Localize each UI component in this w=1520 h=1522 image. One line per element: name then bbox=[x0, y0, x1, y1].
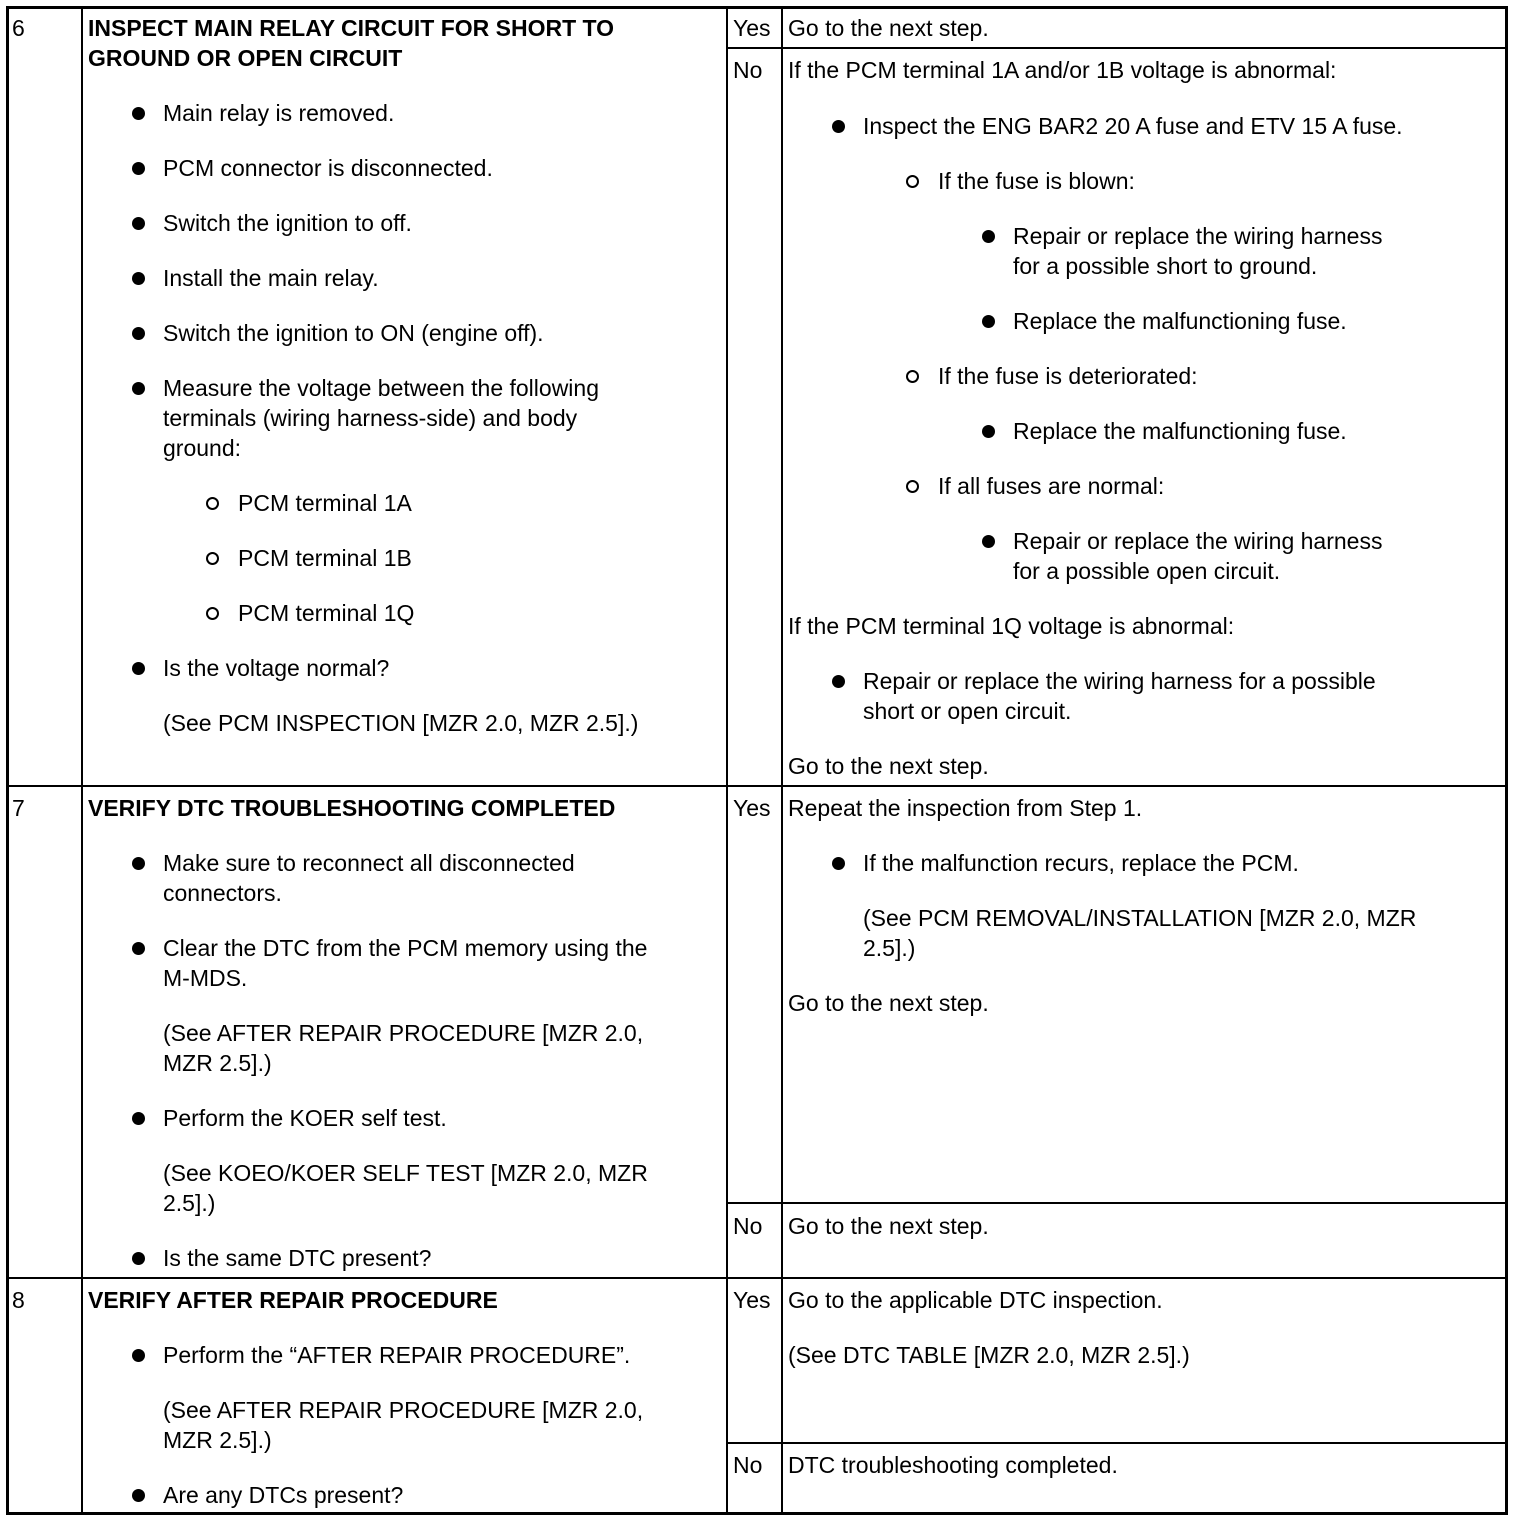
no-text: for a possible short to ground. bbox=[1013, 253, 1318, 279]
column-divider bbox=[726, 6, 728, 1515]
reference-text: MZR 2.5].) bbox=[163, 1050, 272, 1076]
bullet-icon bbox=[982, 425, 995, 438]
step-title: VERIFY DTC TROUBLESHOOTING COMPLETED bbox=[88, 795, 616, 821]
no-text: Replace the malfunctioning fuse. bbox=[1013, 308, 1347, 334]
action-item: ground: bbox=[163, 435, 242, 461]
action-item: Perform the “AFTER REPAIR PROCEDURE”. bbox=[163, 1342, 631, 1368]
action-item: Main relay is removed. bbox=[163, 100, 395, 126]
table-border-bottom bbox=[6, 1512, 1508, 1515]
reference-text: 2.5].) bbox=[163, 1190, 216, 1216]
no-text: for a possible open circuit. bbox=[1013, 558, 1281, 584]
table-border-left bbox=[6, 6, 9, 1515]
yes-no-divider bbox=[726, 1442, 1508, 1444]
bullet-icon bbox=[132, 1489, 145, 1502]
bullet-icon bbox=[982, 535, 995, 548]
table-border-right bbox=[1505, 6, 1508, 1515]
yes-text: Go to the next step. bbox=[788, 15, 989, 41]
yes-no-divider bbox=[726, 47, 1508, 49]
sub-bullet-icon bbox=[206, 607, 219, 620]
bullet-icon bbox=[132, 1252, 145, 1265]
action-item: Switch the ignition to ON (engine off). bbox=[163, 320, 544, 346]
bullet-icon bbox=[982, 230, 995, 243]
action-item: Clear the DTC from the PCM memory using the bbox=[163, 935, 648, 961]
bullet-icon bbox=[132, 217, 145, 230]
bullet-icon bbox=[832, 120, 845, 133]
no-label: No bbox=[733, 1213, 763, 1239]
table-border-top bbox=[6, 6, 1508, 9]
yes-no-divider bbox=[726, 1202, 1508, 1204]
no-text: Repair or replace the wiring harness for a possible bbox=[863, 668, 1376, 694]
action-item: terminals (wiring harness-side) and body bbox=[163, 405, 578, 431]
step-title: VERIFY AFTER REPAIR PROCEDURE bbox=[88, 1287, 498, 1313]
sub-bullet-icon bbox=[206, 497, 219, 510]
bullet-icon bbox=[132, 857, 145, 870]
no-label: No bbox=[733, 57, 763, 83]
no-text: Inspect the ENG BAR2 20 A fuse and ETV 15 A fuse. bbox=[863, 113, 1403, 139]
sub-bullet-icon bbox=[206, 552, 219, 565]
step-number: 6 bbox=[12, 15, 25, 41]
action-subitem: PCM terminal 1B bbox=[238, 545, 412, 571]
bullet-icon bbox=[132, 162, 145, 175]
action-item: Switch the ignition to off. bbox=[163, 210, 412, 236]
no-text: If the fuse is blown: bbox=[938, 168, 1135, 194]
bullet-icon bbox=[132, 327, 145, 340]
bullet-icon bbox=[132, 942, 145, 955]
step-number: 7 bbox=[12, 795, 25, 821]
step-title: INSPECT MAIN RELAY CIRCUIT FOR SHORT TO bbox=[88, 15, 615, 41]
reference-text: (See PCM REMOVAL/INSTALLATION [MZR 2.0, MZR bbox=[863, 905, 1417, 931]
yes-text: Go to the next step. bbox=[788, 990, 989, 1016]
no-text: If the PCM terminal 1Q voltage is abnormal: bbox=[788, 613, 1235, 639]
yes-label: Yes bbox=[733, 1287, 771, 1313]
row-divider bbox=[6, 1277, 1508, 1279]
no-text: If the PCM terminal 1A and/or 1B voltage is abnormal: bbox=[788, 57, 1337, 83]
step-title: GROUND OR OPEN CIRCUIT bbox=[88, 45, 403, 71]
yes-text: Go to the applicable DTC inspection. bbox=[788, 1287, 1163, 1313]
no-text: Replace the malfunctioning fuse. bbox=[1013, 418, 1347, 444]
bullet-icon bbox=[132, 107, 145, 120]
action-item: M-MDS. bbox=[163, 965, 248, 991]
sub-bullet-icon bbox=[906, 480, 919, 493]
yes-label: Yes bbox=[733, 795, 771, 821]
action-item: Is the same DTC present? bbox=[163, 1245, 432, 1271]
reference-text: (See AFTER REPAIR PROCEDURE [MZR 2.0, bbox=[163, 1397, 644, 1423]
bullet-icon bbox=[132, 1112, 145, 1125]
column-divider bbox=[81, 6, 83, 1515]
no-text: If all fuses are normal: bbox=[938, 473, 1165, 499]
action-item: Make sure to reconnect all disconnected bbox=[163, 850, 575, 876]
no-text: short or open circuit. bbox=[863, 698, 1072, 724]
no-text: DTC troubleshooting completed. bbox=[788, 1452, 1118, 1478]
action-item: Measure the voltage between the following bbox=[163, 375, 600, 401]
bullet-icon bbox=[132, 662, 145, 675]
step-number: 8 bbox=[12, 1287, 25, 1313]
no-text: If the fuse is deteriorated: bbox=[938, 363, 1198, 389]
action-item: Perform the KOER self test. bbox=[163, 1105, 447, 1131]
yes-text: Repeat the inspection from Step 1. bbox=[788, 795, 1143, 821]
bullet-icon bbox=[132, 382, 145, 395]
reference-text: (See AFTER REPAIR PROCEDURE [MZR 2.0, bbox=[163, 1020, 644, 1046]
yes-text: If the malfunction recurs, replace the PCM. bbox=[863, 850, 1299, 876]
reference-text: 2.5].) bbox=[863, 935, 916, 961]
no-text: Repair or replace the wiring harness bbox=[1013, 223, 1383, 249]
yes-label: Yes bbox=[733, 15, 771, 41]
no-text: Repair or replace the wiring harness bbox=[1013, 528, 1383, 554]
row-divider bbox=[6, 785, 1508, 787]
reference-text: (See DTC TABLE [MZR 2.0, MZR 2.5].) bbox=[788, 1342, 1190, 1368]
column-divider bbox=[781, 6, 783, 1515]
action-item: Is the voltage normal? bbox=[163, 655, 390, 681]
reference-text: MZR 2.5].) bbox=[163, 1427, 272, 1453]
no-text: Go to the next step. bbox=[788, 1213, 989, 1239]
bullet-icon bbox=[132, 272, 145, 285]
action-item: PCM connector is disconnected. bbox=[163, 155, 493, 181]
action-item: Install the main relay. bbox=[163, 265, 379, 291]
bullet-icon bbox=[832, 675, 845, 688]
sub-bullet-icon bbox=[906, 175, 919, 188]
reference-text: (See PCM INSPECTION [MZR 2.0, MZR 2.5].) bbox=[163, 710, 639, 736]
action-subitem: PCM terminal 1Q bbox=[238, 600, 415, 626]
no-text: Go to the next step. bbox=[788, 753, 989, 779]
bullet-icon bbox=[832, 857, 845, 870]
action-item: connectors. bbox=[163, 880, 282, 906]
action-subitem: PCM terminal 1A bbox=[238, 490, 412, 516]
reference-text: (See KOEO/KOER SELF TEST [MZR 2.0, MZR bbox=[163, 1160, 648, 1186]
sub-bullet-icon bbox=[906, 370, 919, 383]
no-label: No bbox=[733, 1452, 763, 1478]
action-item: Are any DTCs present? bbox=[163, 1482, 404, 1508]
bullet-icon bbox=[132, 1349, 145, 1362]
bullet-icon bbox=[982, 315, 995, 328]
